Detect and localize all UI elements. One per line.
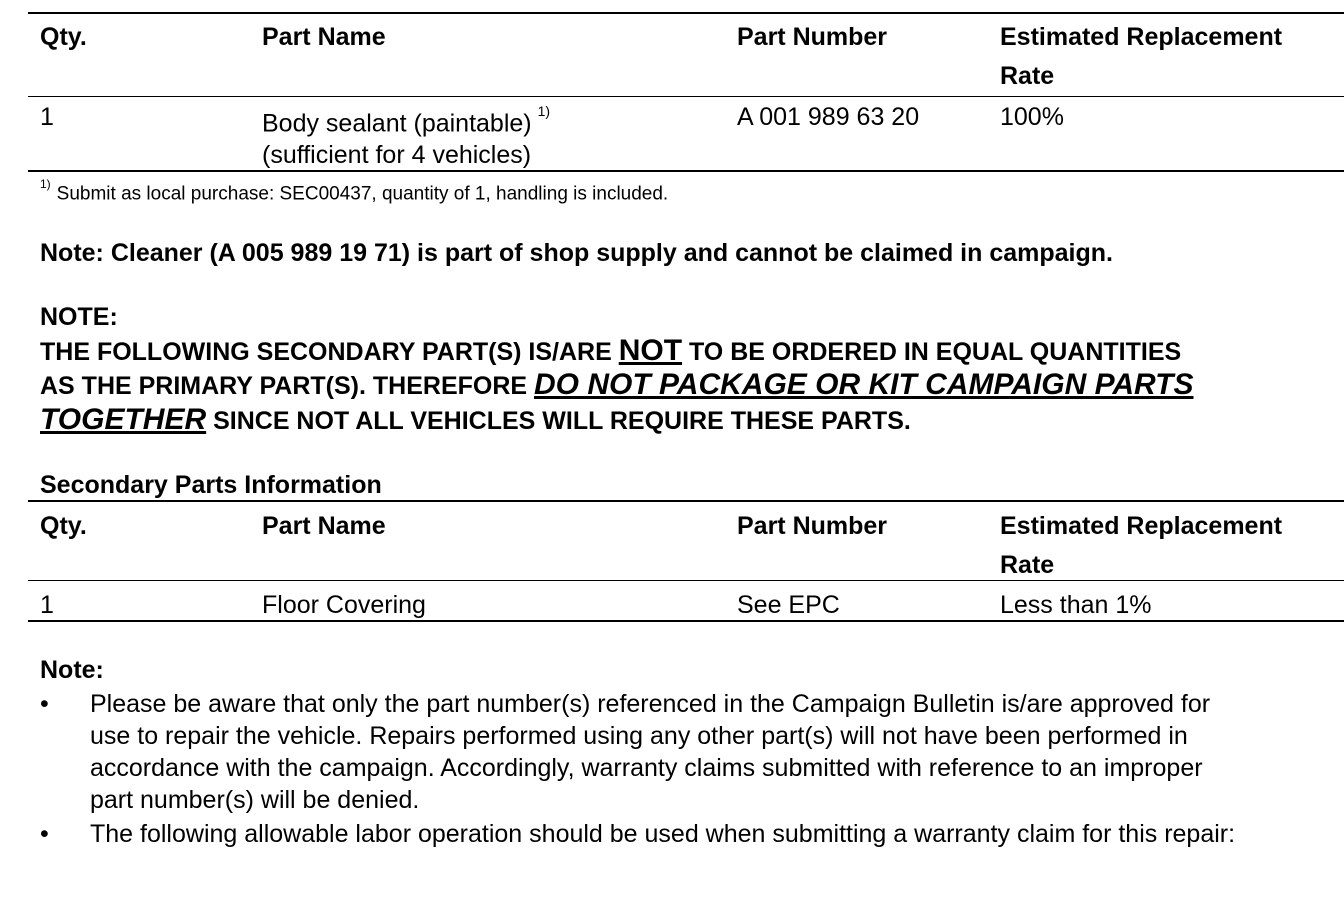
secondary-header-qty: Qty. xyxy=(40,512,87,540)
row-part-name-line2: (sufficient for 4 vehicles) xyxy=(262,141,532,169)
secondary-row-rate: Less than 1% xyxy=(1000,591,1152,619)
secondary-top-rule xyxy=(28,500,1344,502)
header-qty: Qty. xyxy=(40,23,87,51)
list-item xyxy=(40,818,1240,850)
list-item xyxy=(40,688,1240,816)
table-header-rule xyxy=(28,96,1344,97)
notice-title: NOTE: xyxy=(40,303,118,331)
notice-line-1-a: THE FOLLOWING SECONDARY PART(S) IS/ARE xyxy=(40,338,619,366)
notice-emphasis-1: DO NOT PACKAGE OR KIT CAMPAIGN PARTS xyxy=(534,368,1194,401)
row-rate: 100% xyxy=(1000,103,1064,131)
row-qty: 1 xyxy=(40,103,54,131)
note-bullet-list xyxy=(40,688,1240,852)
part-name-text: Body sealant (paintable) xyxy=(262,109,532,138)
notice-line-3 xyxy=(40,403,911,438)
header-rate: Rate xyxy=(1000,62,1055,90)
footnote-marker: 1) xyxy=(40,177,51,191)
bullet-icon: • xyxy=(40,820,49,848)
header-estimated-replacement: Estimated Replacement xyxy=(1000,23,1283,51)
secondary-row-qty: 1 xyxy=(40,591,54,619)
notice-line-2 xyxy=(40,368,1193,403)
notice-line-3-b: SINCE NOT ALL VEHICLES WILL REQUIRE THESE PARTS. xyxy=(206,407,911,435)
secondary-header-part-name: Part Name xyxy=(262,512,386,540)
row-part-number: A 001 989 63 20 xyxy=(737,103,920,131)
notice-line-1 xyxy=(40,334,1181,369)
secondary-bottom-rule xyxy=(28,620,1344,622)
bullet-icon: • xyxy=(40,690,49,718)
secondary-row-part-name: Floor Covering xyxy=(262,591,426,619)
footnote xyxy=(40,170,668,212)
secondary-row-part-number: See EPC xyxy=(737,591,840,619)
footnote-text: Submit as local purchase: SEC00437, quantity of 1, handling is included. xyxy=(56,183,669,205)
notice-line-2-a: AS THE PRIMARY PART(S). THEREFORE xyxy=(40,372,535,400)
header-part-name: Part Name xyxy=(262,23,386,51)
table-top-rule xyxy=(28,12,1344,14)
note-cleaner: Note: Cleaner (A 005 989 19 71) is part of shop supply and cannot be claimed in campaign. xyxy=(40,239,1113,267)
note-section-title: Note: xyxy=(40,656,104,684)
notice-not-emphasis: NOT xyxy=(618,334,683,367)
footnote-ref: 1) xyxy=(537,103,551,119)
secondary-header-part-number: Part Number xyxy=(737,512,888,540)
notice-line-1-b: TO BE ORDERED IN EQUAL QUANTITIES xyxy=(682,338,1182,366)
header-part-number: Part Number xyxy=(737,23,888,51)
notice-emphasis-2: TOGETHER xyxy=(40,403,207,436)
secondary-header-rate: Rate xyxy=(1000,551,1055,579)
bullet-text: The following allowable labor operation should be used when submitting a warranty claim for this repair: xyxy=(90,820,1236,848)
secondary-parts-title: Secondary Parts Information xyxy=(40,471,382,499)
secondary-header-rule xyxy=(28,580,1344,581)
bullet-text: Please be aware that only the part number(s) referenced in the Campaign Bulletin is/are approved for use to repair the vehicle. Repairs performed using any other part(s) will not have been performed in accordance with the campaign. Accordingly, warranty claims submitted with reference to an improper part number(s) will be denied. xyxy=(90,690,1211,814)
secondary-header-estimated-replacement: Estimated Replacement xyxy=(1000,512,1283,540)
